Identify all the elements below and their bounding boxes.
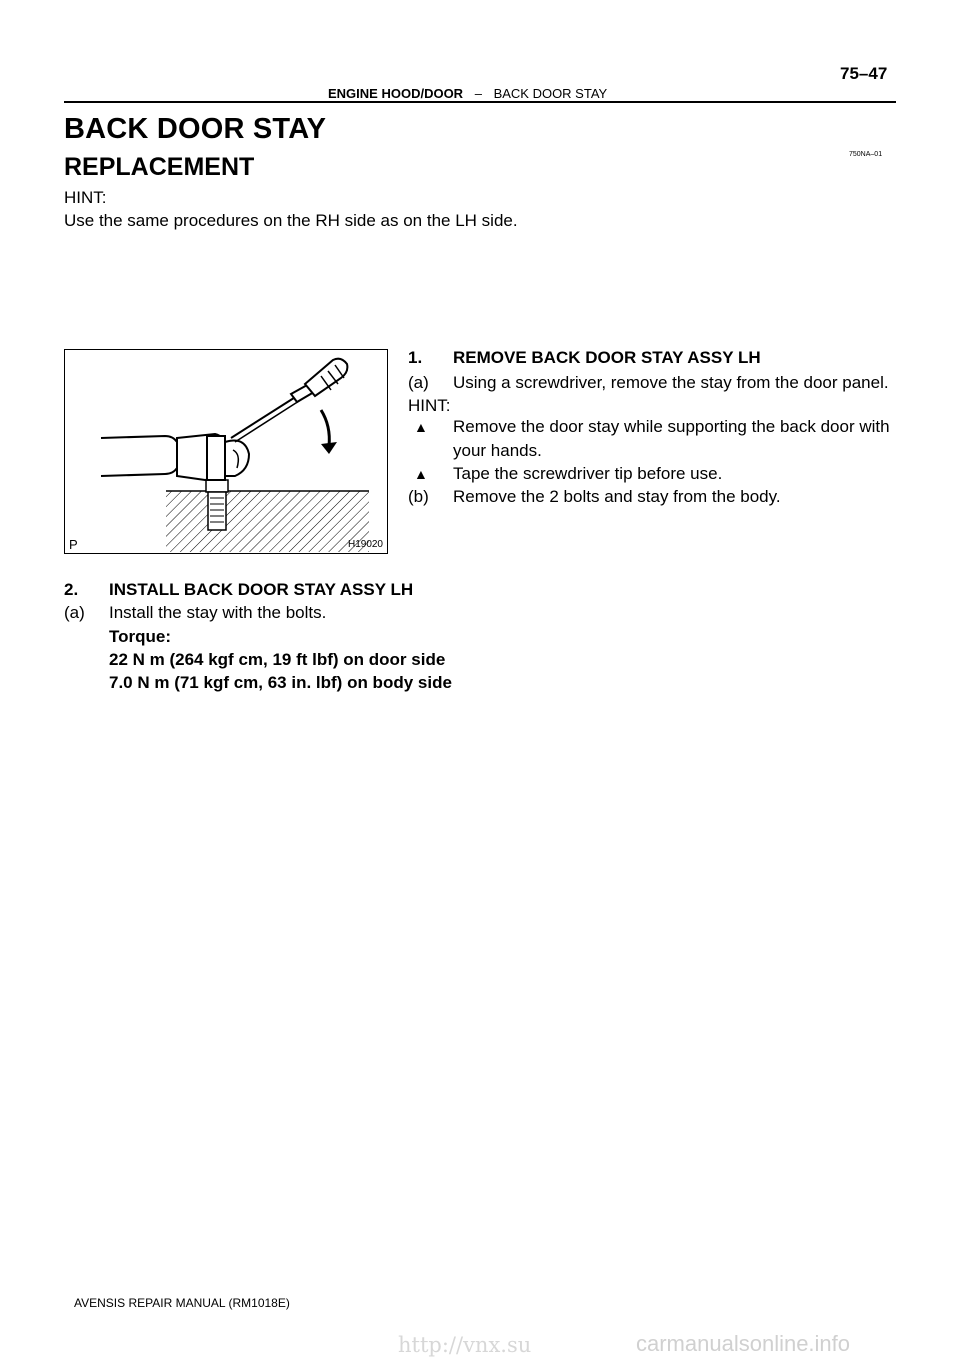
page-title: BACK DOOR STAY [64,113,327,145]
step1-bullet-2: Tape the screwdriver tip before use. [453,464,723,483]
header-separator: – [474,86,482,101]
figure-code: H19020 [347,539,383,550]
running-header [328,86,607,101]
watermark-url: http://vnx.su [398,1333,532,1357]
triangle-bullet-icon: ▲ [414,466,428,482]
header-section-subtitle: BACK DOOR STAY [493,86,608,101]
torque-line-body: 7.0 N m (71 kgf cm, 63 in. lbf) on body side [109,673,452,692]
page-number: 75–47 [840,64,888,83]
step2-a-text: Install the stay with the bolts. [109,603,327,622]
hint-label: HINT: [64,188,107,207]
step1-heading: REMOVE BACK DOOR STAY ASSY LH [453,348,761,367]
step2-number: 2. [64,580,79,599]
hint-text: Use the same procedures on the RH side as on the LH side. [64,211,518,230]
step1-bullet-1: Remove the door stay while supporting the back door with [453,417,890,436]
document-id: 750NA–01 [849,151,883,158]
illustration-figure [64,349,388,554]
step1-bullet-1-cont: your hands. [453,441,542,460]
step1-number: 1. [408,348,423,367]
step1-b-text: Remove the 2 bolts and stay from the body. [453,487,781,506]
step2-a-label: (a) [64,603,85,622]
step1-hint-label: HINT: [408,396,451,415]
figure-corner-label: P [69,537,78,552]
triangle-bullet-icon: ▲ [414,419,428,435]
watermark-site: carmanualsonline.info [636,1331,851,1356]
step1-b-label: (b) [408,487,429,506]
step2-heading: INSTALL BACK DOOR STAY ASSY LH [109,580,414,599]
step1-a-text: Using a screwdriver, remove the stay from the door panel. [453,373,889,392]
torque-line-door: 22 N m (264 kgf cm, 19 ft lbf) on door side [109,650,446,669]
footer-manual-title: AVENSIS REPAIR MANUAL (RM1018E) [74,1296,290,1310]
header-rule [64,101,896,103]
step1-a-label: (a) [408,373,429,392]
back-door-stay-illustration [65,350,386,552]
header-section-title: ENGINE HOOD/DOOR [328,86,464,101]
torque-label: Torque: [109,627,172,646]
page-subtitle: REPLACEMENT [64,153,255,181]
